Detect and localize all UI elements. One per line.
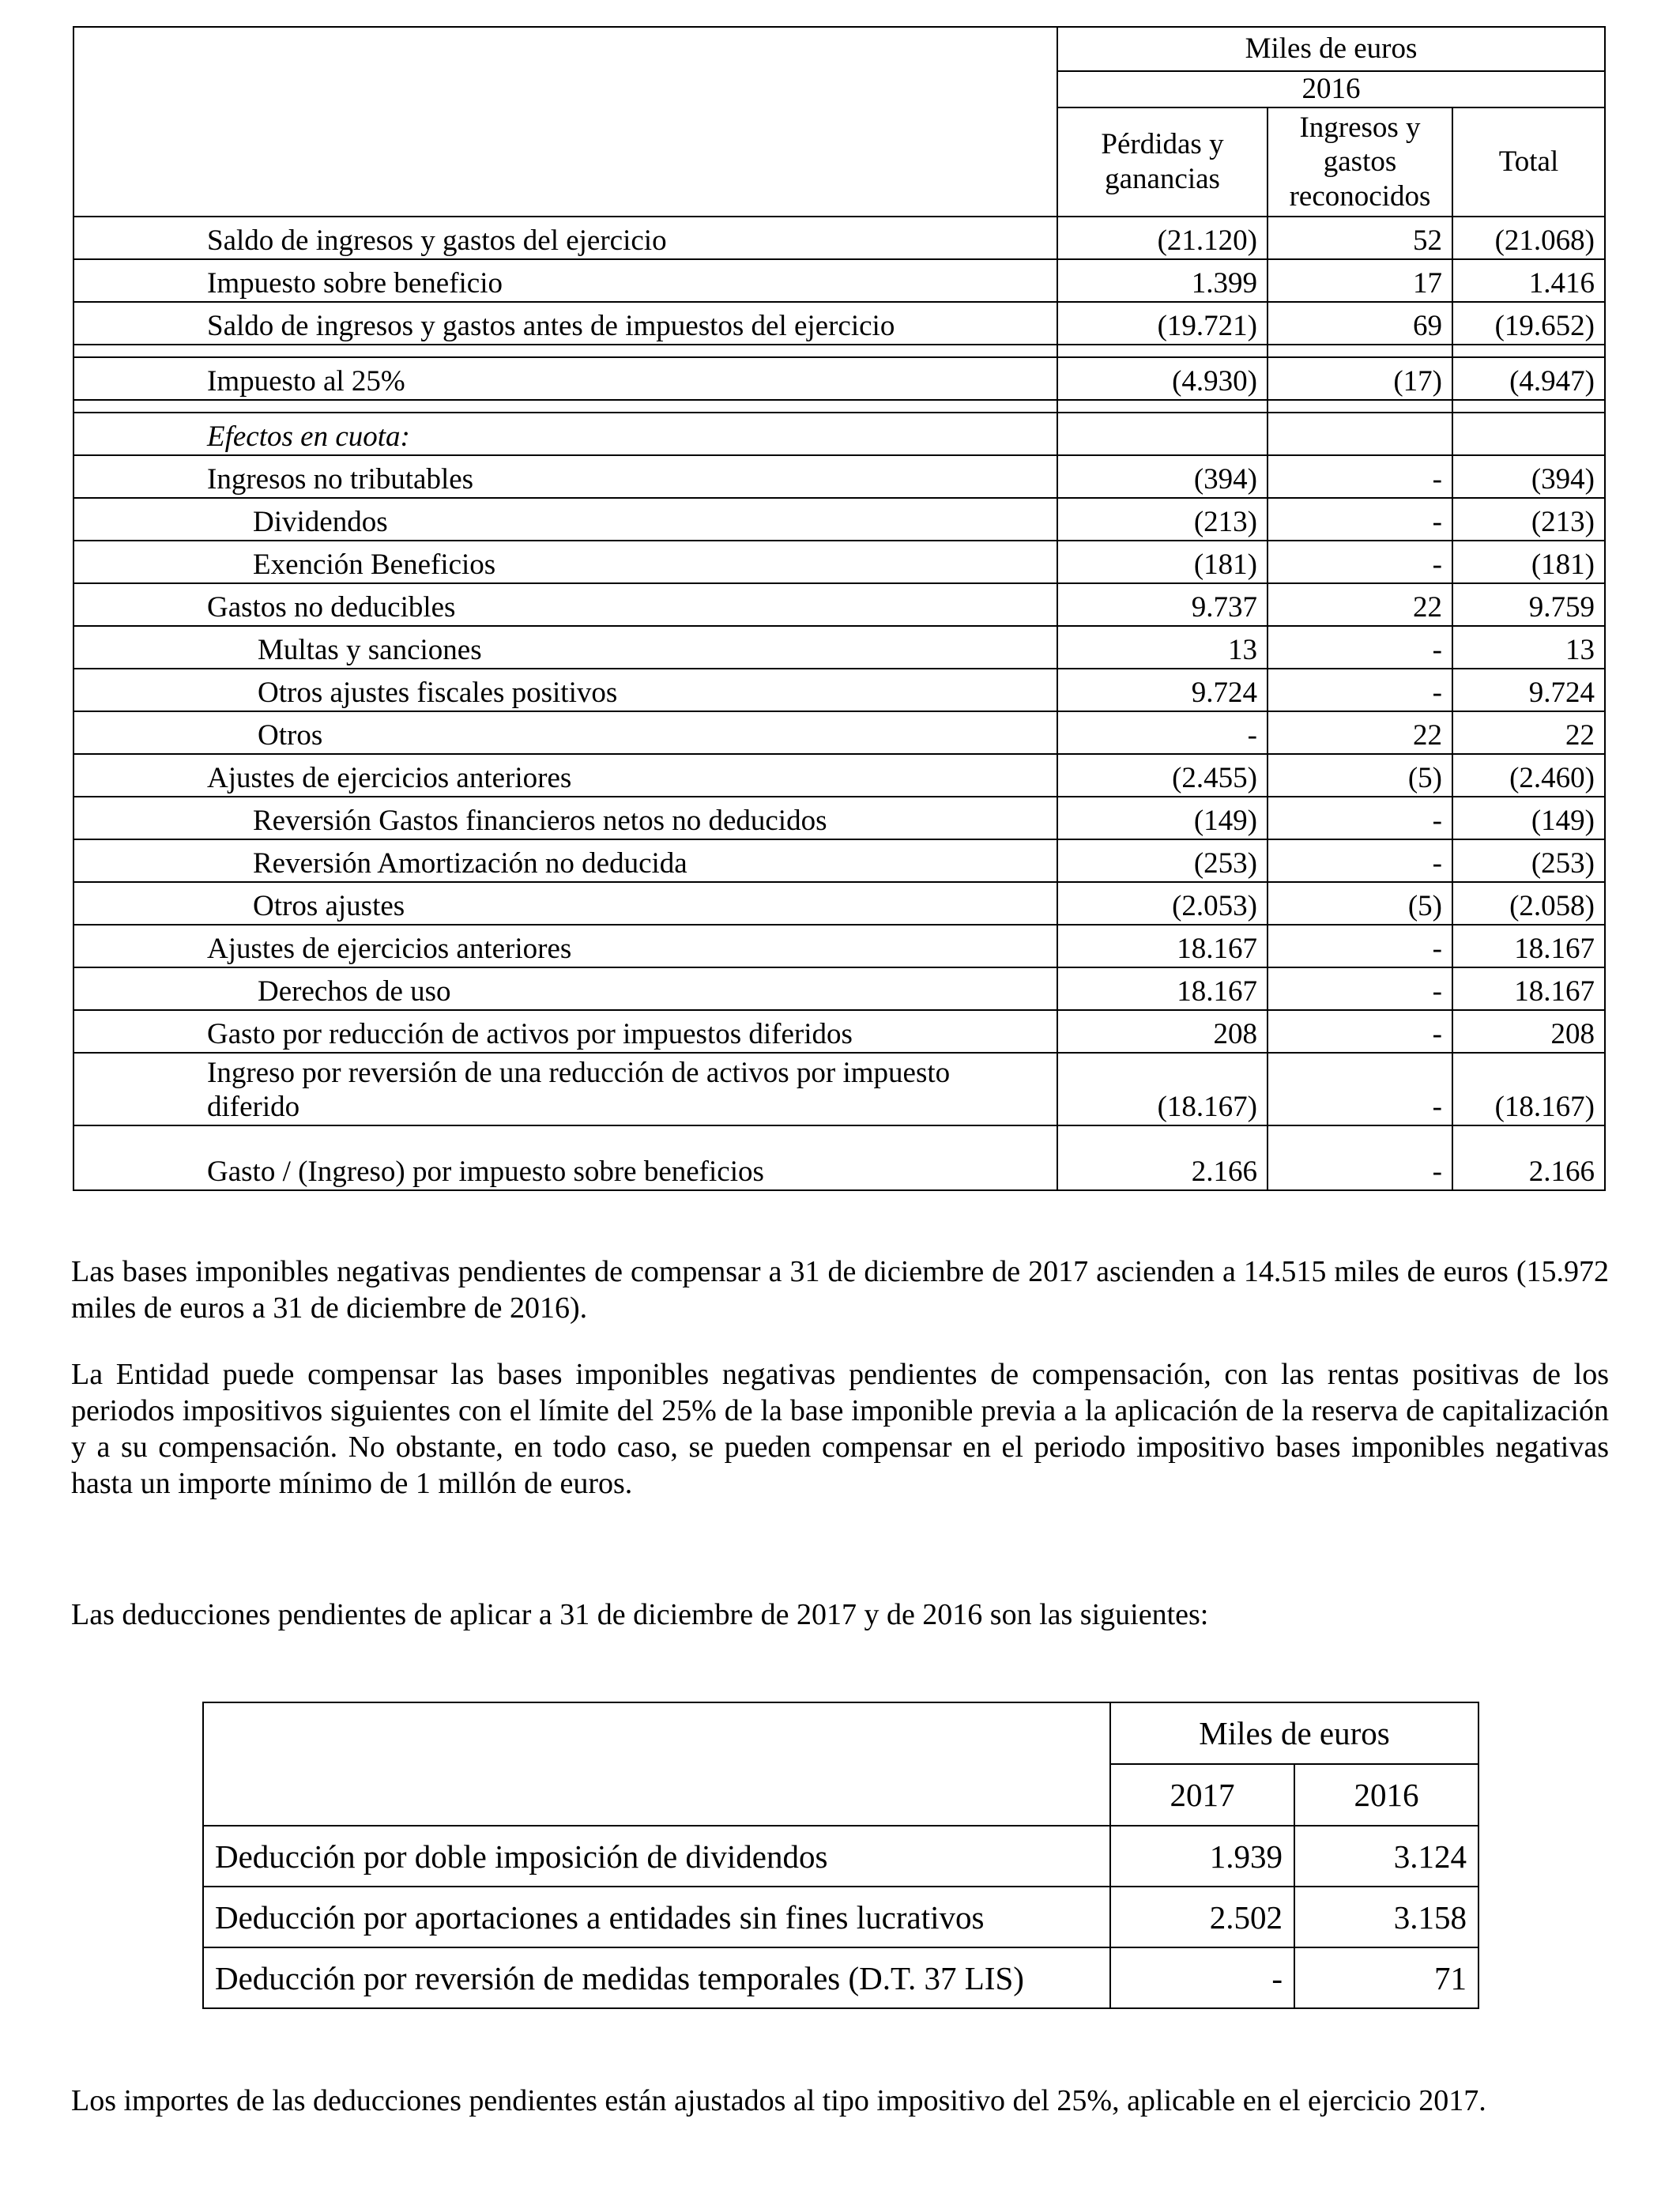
spacer-row — [73, 345, 1605, 357]
value-pyg: (19.721) — [1057, 302, 1268, 345]
value-pyg: (2.053) — [1057, 882, 1268, 925]
value-pyg: 1.399 — [1057, 259, 1268, 302]
row-label: Dividendos — [73, 498, 1057, 541]
section-label: Efectos en cuota: — [73, 413, 1057, 455]
value-igr — [1268, 413, 1452, 455]
value-total: 13 — [1452, 626, 1605, 669]
value-total: (18.167) — [1452, 1053, 1605, 1125]
paragraph-tax-loss-carryforward: Las bases imponibles negativas pendientes de compensar a 31 de diciembre de 2017 ascienden a 14.515 miles de euros (15.972 miles de euros a 31 de diciembre de 2016). — [71, 1255, 1609, 1325]
value-pyg: 208 — [1057, 1010, 1268, 1053]
value-pyg: 13 — [1057, 626, 1268, 669]
value-pyg: 9.737 — [1057, 583, 1268, 626]
table-row — [73, 583, 1605, 626]
row-label: Derechos de uso — [73, 967, 1057, 1010]
value-igr: - — [1268, 541, 1452, 583]
value-pyg: 18.167 — [1057, 967, 1268, 1010]
value-total: (21.068) — [1452, 217, 1605, 259]
value-total: 18.167 — [1452, 925, 1605, 967]
table-row — [203, 1826, 1478, 1887]
value-igr: (5) — [1268, 754, 1452, 797]
value-igr: - — [1268, 498, 1452, 541]
column-header-total: Total — [1452, 107, 1605, 217]
value-igr: - — [1268, 1053, 1452, 1125]
row-label: Saldo de ingresos y gastos del ejercicio — [73, 217, 1057, 259]
pending-deductions-table — [202, 1702, 1479, 2009]
value-pyg: (2.455) — [1057, 754, 1268, 797]
value-total: (4.947) — [1452, 357, 1605, 400]
table-row — [73, 882, 1605, 925]
table-row — [73, 498, 1605, 541]
table-row — [73, 1010, 1605, 1053]
value-total: (181) — [1452, 541, 1605, 583]
table-row — [73, 626, 1605, 669]
value-pyg — [1057, 413, 1268, 455]
value-pyg: (21.120) — [1057, 217, 1268, 259]
table-row — [73, 669, 1605, 711]
column-header-2016: 2016 — [1294, 1764, 1478, 1826]
value-pyg: 2.166 — [1057, 1125, 1268, 1190]
paragraph-tax-rate-note: Los importes de las deducciones pendientes están ajustados al tipo impositivo del 25%, aplicable en el ejercicio 2017. — [71, 2084, 1486, 2117]
unit-header: Miles de euros — [1110, 1702, 1478, 1764]
value-igr: - — [1268, 967, 1452, 1010]
value-pyg: (213) — [1057, 498, 1268, 541]
value-igr: (5) — [1268, 882, 1452, 925]
value-2017: 1.939 — [1110, 1826, 1294, 1887]
table-row — [73, 413, 1605, 455]
value-total: 9.724 — [1452, 669, 1605, 711]
row-label: Reversión Gastos financieros netos no deducidos — [73, 797, 1057, 839]
value-total: 208 — [1452, 1010, 1605, 1053]
tax-reconciliation-table — [73, 26, 1606, 1191]
row-label: Saldo de ingresos y gastos antes de impuestos del ejercicio — [73, 302, 1057, 345]
column-header-pyg: Pérdidas y ganancias — [1057, 107, 1268, 217]
value-pyg: (4.930) — [1057, 357, 1268, 400]
row-label: Otros ajustes fiscales positivos — [73, 669, 1057, 711]
table-row — [73, 541, 1605, 583]
table-row — [203, 1887, 1478, 1947]
table-row — [73, 1125, 1605, 1190]
table-row — [73, 839, 1605, 882]
paragraph-pending-deductions-intro: Las deducciones pendientes de aplicar a 31 de diciembre de 2017 y de 2016 son las siguientes: — [71, 1598, 1209, 1631]
table-row — [73, 711, 1605, 754]
row-label: Reversión Amortización no deducida — [73, 839, 1057, 882]
value-pyg: (149) — [1057, 797, 1268, 839]
value-total: (19.652) — [1452, 302, 1605, 345]
table-row — [73, 217, 1605, 259]
table-row — [203, 1947, 1478, 2008]
row-label: Multas y sanciones — [73, 626, 1057, 669]
table-row — [73, 455, 1605, 498]
row-label: Ajustes de ejercicios anteriores — [73, 925, 1057, 967]
row-label: Otros — [73, 711, 1057, 754]
value-pyg: 18.167 — [1057, 925, 1268, 967]
value-2016: 3.158 — [1294, 1887, 1478, 1947]
value-igr: 69 — [1268, 302, 1452, 345]
value-total: (213) — [1452, 498, 1605, 541]
row-label: Exención Beneficios — [73, 541, 1057, 583]
value-igr: (17) — [1268, 357, 1452, 400]
row-label: Impuesto al 25% — [73, 357, 1057, 400]
value-2016: 3.124 — [1294, 1826, 1478, 1887]
row-label: Gasto por reducción de activos por impuestos diferidos — [73, 1010, 1057, 1053]
header-empty-cell — [203, 1702, 1110, 1826]
value-igr: - — [1268, 1010, 1452, 1053]
row-label: Ajustes de ejercicios anteriores — [73, 754, 1057, 797]
value-igr: 22 — [1268, 711, 1452, 754]
row-label: Gasto / (Ingreso) por impuesto sobre beneficios — [73, 1125, 1057, 1190]
unit-header: Miles de euros — [1057, 27, 1605, 71]
value-2016: 71 — [1294, 1947, 1478, 2008]
spacer-row — [73, 400, 1605, 413]
row-label: Deducción por aportaciones a entidades sin fines lucrativos — [203, 1887, 1110, 1947]
header-empty-cell — [73, 27, 1057, 217]
value-pyg: (181) — [1057, 541, 1268, 583]
value-pyg: (253) — [1057, 839, 1268, 882]
value-igr: - — [1268, 797, 1452, 839]
table-row — [73, 925, 1605, 967]
value-total: 9.759 — [1452, 583, 1605, 626]
row-label: Otros ajustes — [73, 882, 1057, 925]
value-total: (2.058) — [1452, 882, 1605, 925]
row-label: Ingreso por reversión de una reducción de activos por impuesto diferido — [73, 1053, 1057, 1125]
value-total: 18.167 — [1452, 967, 1605, 1010]
value-2017: 2.502 — [1110, 1887, 1294, 1947]
row-label: Impuesto sobre beneficio — [73, 259, 1057, 302]
value-total: 1.416 — [1452, 259, 1605, 302]
value-pyg: (394) — [1057, 455, 1268, 498]
value-igr: 17 — [1268, 259, 1452, 302]
value-pyg: 9.724 — [1057, 669, 1268, 711]
table-row — [73, 357, 1605, 400]
table-row — [73, 967, 1605, 1010]
value-total: (149) — [1452, 797, 1605, 839]
row-label: Gastos no deducibles — [73, 583, 1057, 626]
value-pyg: (18.167) — [1057, 1053, 1268, 1125]
row-label: Deducción por reversión de medidas temporales (D.T. 37 LIS) — [203, 1947, 1110, 2008]
year-header: 2016 — [1057, 71, 1605, 107]
value-total: (394) — [1452, 455, 1605, 498]
value-igr: - — [1268, 925, 1452, 967]
table-row — [73, 1053, 1605, 1125]
row-label: Deducción por doble imposición de dividendos — [203, 1826, 1110, 1887]
value-igr: - — [1268, 839, 1452, 882]
value-igr: - — [1268, 1125, 1452, 1190]
value-igr: - — [1268, 669, 1452, 711]
value-total: 2.166 — [1452, 1125, 1605, 1190]
paragraph-compensation-rules: La Entidad puede compensar las bases imponibles negativas pendientes de compensación, con las rentas positivas de los periodos impositivos siguientes con el límite del 25% de la base imponible previa a la aplicación de la reserva de capitalización y a su compensación. No obstante, en todo caso, se pueden compensar en el periodo impositivo bases imponibles negativas hasta un importe mínimo de 1 millón de euros. — [71, 1358, 1609, 1500]
value-total: (253) — [1452, 839, 1605, 882]
table-row — [73, 754, 1605, 797]
value-igr: - — [1268, 626, 1452, 669]
value-total: 22 — [1452, 711, 1605, 754]
column-header-2017: 2017 — [1110, 1764, 1294, 1826]
value-igr: 22 — [1268, 583, 1452, 626]
table-row — [73, 302, 1605, 345]
value-2017: - — [1110, 1947, 1294, 2008]
table-row — [73, 797, 1605, 839]
value-igr: - — [1268, 455, 1452, 498]
value-pyg: - — [1057, 711, 1268, 754]
value-igr: 52 — [1268, 217, 1452, 259]
column-header-igr: Ingresos y gastos reconocidos — [1268, 107, 1452, 217]
row-label: Ingresos no tributables — [73, 455, 1057, 498]
value-total — [1452, 413, 1605, 455]
table-row — [73, 259, 1605, 302]
value-total: (2.460) — [1452, 754, 1605, 797]
